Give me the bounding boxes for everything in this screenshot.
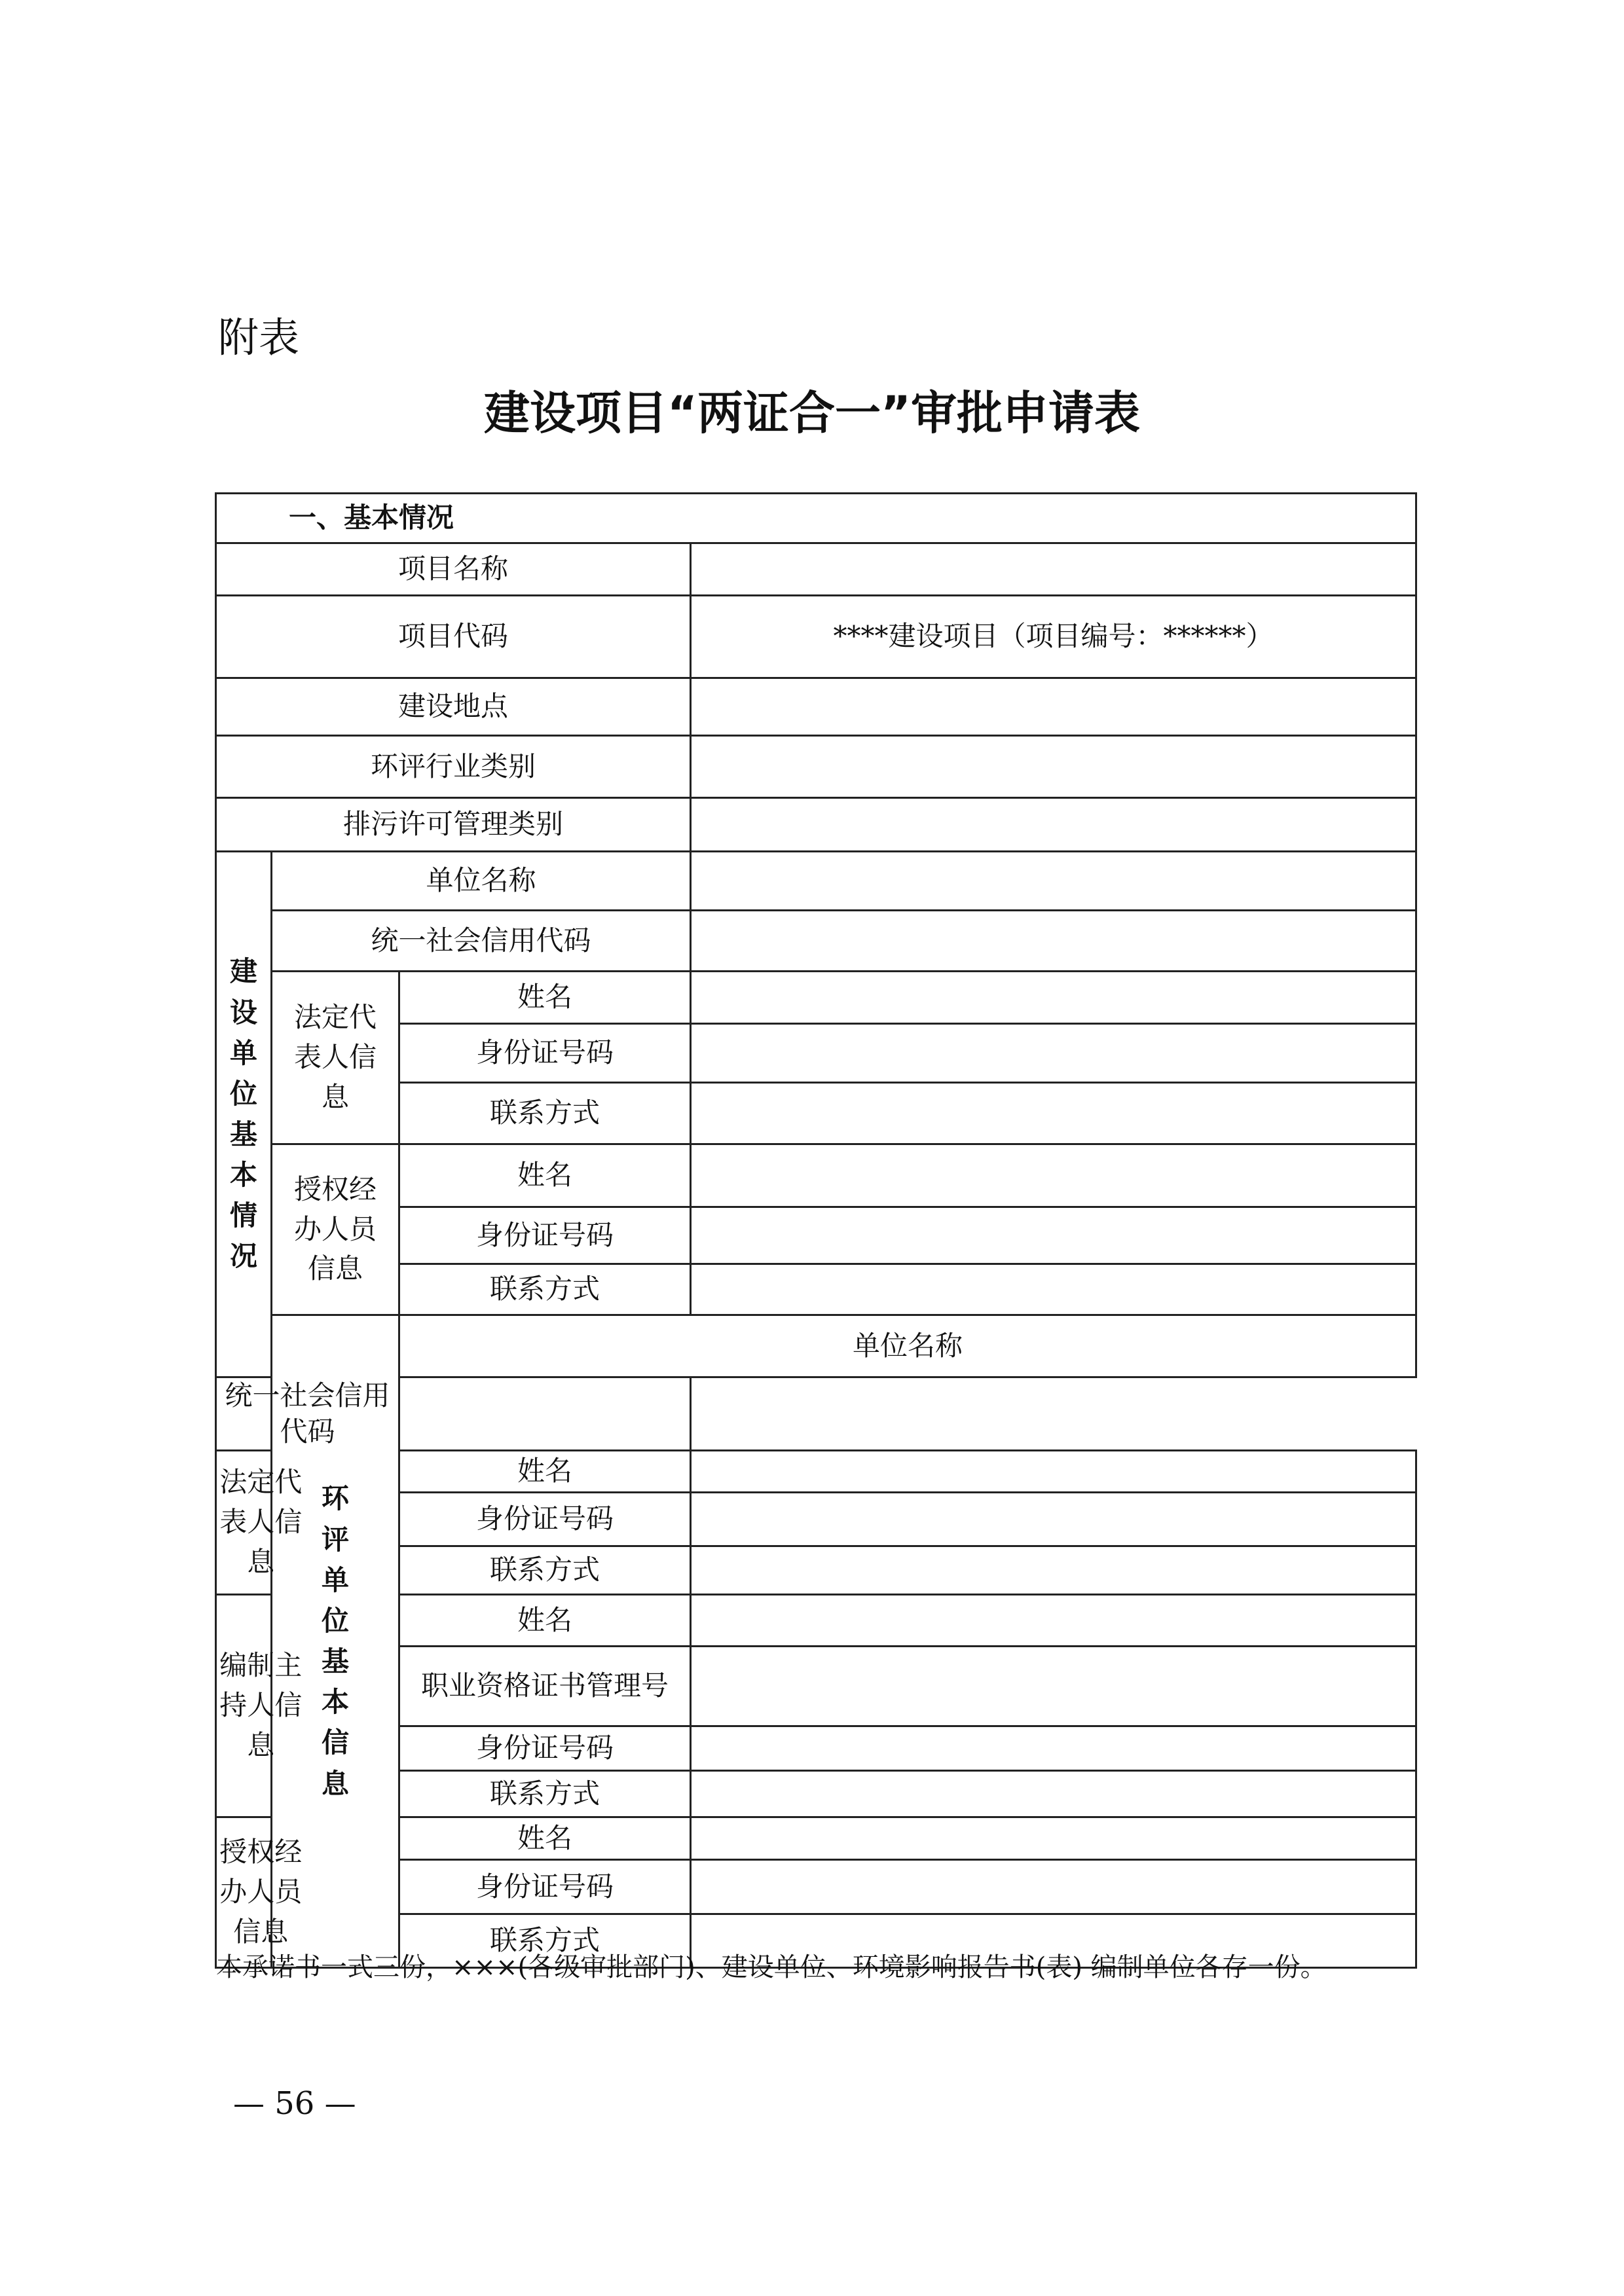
construction-legal-rep-name-field[interactable] xyxy=(691,972,1416,1024)
construction-legal-rep-id-label: 身份证号码 xyxy=(399,1024,691,1083)
section-heading: 一、基本情况 xyxy=(216,494,1416,543)
eia-credit-code-field[interactable] xyxy=(399,1377,691,1451)
footnote: 本承诺书一式三份，×××(各级审批部门)、建设单位、环境影响报告书(表) 编制单位各存一份。 xyxy=(216,1952,1327,1982)
eia-legal-rep-id-field[interactable] xyxy=(691,1493,1416,1546)
appendix-label: 附表 xyxy=(218,314,300,361)
construction-credit-code-field[interactable] xyxy=(691,911,1416,972)
construction-legal-rep-id-field[interactable] xyxy=(691,1024,1416,1083)
eia-agent-contact-label: 联系方式 xyxy=(399,1914,691,1968)
eia-agent-label xyxy=(216,1817,303,1968)
construction-agent-id-label: 身份证号码 xyxy=(399,1207,691,1264)
eia-agent-text: 授权经办人员信息 xyxy=(219,1836,303,1948)
construction-legal-rep-contact-label: 联系方式 xyxy=(399,1083,691,1144)
eia-host-contact-label: 联系方式 xyxy=(399,1771,691,1817)
eia-agent-id-field[interactable] xyxy=(691,1860,1416,1914)
eia-host-name-field[interactable] xyxy=(691,1595,1416,1647)
eia-agent-name-label: 姓名 xyxy=(399,1817,691,1860)
permit-category-field[interactable] xyxy=(691,798,1416,852)
construction-unit-name-field[interactable] xyxy=(691,852,1416,911)
construction-credit-code-label: 统一社会信用代码 xyxy=(272,911,691,972)
location-field[interactable] xyxy=(691,678,1416,736)
construction-agent-text: 授权经办人员信息 xyxy=(293,1173,377,1285)
eia-host-text: 编制主持人信息 xyxy=(219,1649,303,1762)
location-label: 建设地点 xyxy=(216,678,691,736)
eia-legal-rep-name-field[interactable] xyxy=(691,1451,1416,1493)
project-code-field[interactable]: ****建设项目（项目编号：******） xyxy=(691,596,1416,678)
eia-legal-rep-label xyxy=(216,1451,303,1595)
eia-host-cert-label: 职业资格证书管理号 xyxy=(399,1647,691,1726)
project-name-label: 项目名称 xyxy=(216,543,691,596)
construction-agent-label xyxy=(272,1144,399,1315)
permit-category-label: 排污许可管理类别 xyxy=(216,798,691,852)
construction-agent-contact-field[interactable] xyxy=(691,1264,1416,1315)
construction-legal-rep-label xyxy=(272,972,399,1144)
construction-legal-rep-contact-field[interactable] xyxy=(691,1083,1416,1144)
eia-unit-group-text: 环评单位基本信息 xyxy=(321,1482,349,1800)
eia-legal-rep-text: 法定代表人信息 xyxy=(219,1466,303,1578)
eia-legal-rep-contact-field[interactable] xyxy=(691,1546,1416,1595)
eia-host-id-field[interactable] xyxy=(691,1726,1416,1771)
construction-agent-contact-label: 联系方式 xyxy=(399,1264,691,1315)
eia-agent-id-label: 身份证号码 xyxy=(399,1860,691,1914)
eia-host-label xyxy=(216,1595,303,1817)
eia-category-field[interactable] xyxy=(691,736,1416,798)
construction-legal-rep-text: 法定代表人信息 xyxy=(293,1001,377,1113)
page-title: 建设项目“两证合一”审批申请表 xyxy=(483,386,1140,440)
eia-host-id-label: 身份证号码 xyxy=(399,1726,691,1771)
eia-host-contact-field[interactable] xyxy=(691,1771,1416,1817)
construction-agent-name-label: 姓名 xyxy=(399,1144,691,1207)
eia-unit-name-label: 单位名称 xyxy=(399,1315,1416,1377)
page-number: — 56 — xyxy=(233,2085,356,2122)
construction-legal-rep-name-label: 姓名 xyxy=(399,972,691,1024)
eia-legal-rep-name-label: 姓名 xyxy=(399,1451,691,1493)
construction-agent-id-field[interactable] xyxy=(691,1207,1416,1264)
construction-agent-name-field[interactable] xyxy=(691,1144,1416,1207)
construction-unit-group-label xyxy=(216,852,272,1377)
project-code-label: 项目代码 xyxy=(216,596,691,678)
application-form-table xyxy=(215,492,1417,1969)
eia-legal-rep-id-label: 身份证号码 xyxy=(399,1493,691,1546)
project-name-field[interactable] xyxy=(691,543,1416,596)
eia-agent-name-field[interactable] xyxy=(691,1817,1416,1860)
eia-host-name-label: 姓名 xyxy=(399,1595,691,1647)
construction-unit-name-label: 单位名称 xyxy=(272,852,691,911)
eia-category-label: 环评行业类别 xyxy=(216,736,691,798)
construction-unit-group-text: 建设单位基本情况 xyxy=(229,955,257,1273)
eia-host-cert-field[interactable] xyxy=(691,1647,1416,1726)
eia-credit-code-label: 统一社会信用代码 xyxy=(216,1377,399,1451)
eia-legal-rep-contact-label: 联系方式 xyxy=(399,1546,691,1595)
